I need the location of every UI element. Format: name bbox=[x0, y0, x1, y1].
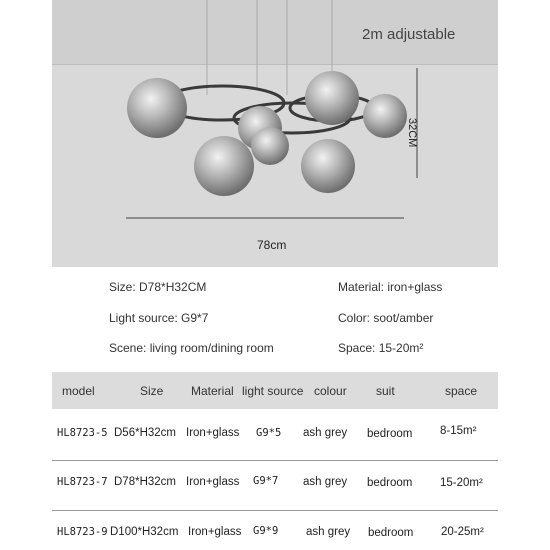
row1-material: Iron+glass bbox=[186, 427, 240, 439]
row2-space: 15-20m² bbox=[440, 477, 483, 489]
spec-size: Size: D78*H32CM bbox=[109, 280, 207, 294]
glass-globe bbox=[194, 136, 254, 196]
row1-model: HL8723-5 bbox=[57, 427, 108, 439]
spec-list bbox=[0, 270, 550, 370]
row1-light-source: G9*5 bbox=[256, 427, 282, 439]
header-model: model bbox=[62, 384, 95, 398]
row2-size: D78*H32cm bbox=[114, 476, 176, 488]
glass-globe bbox=[305, 71, 359, 125]
row2-colour: ash grey bbox=[303, 476, 348, 488]
header-size: Size bbox=[140, 384, 164, 398]
header-space: space bbox=[445, 384, 478, 398]
spec-light-source: Light source: G9*7 bbox=[109, 311, 209, 325]
height-label: 32CM bbox=[406, 118, 418, 148]
row1-space: 8-15m² bbox=[440, 425, 477, 437]
row1-size: D56*H32cm bbox=[114, 427, 176, 439]
row2-suit: bedroom bbox=[367, 477, 413, 489]
row2-material: Iron+glass bbox=[186, 476, 240, 488]
row2-model: HL8723-7 bbox=[57, 476, 108, 488]
spec-scene: Scene: living room/dining room bbox=[109, 341, 274, 355]
row1-colour: ash grey bbox=[303, 427, 348, 439]
adjustable-label: 2m adjustable bbox=[362, 26, 456, 43]
spec-space: Space: 15-20m² bbox=[338, 341, 424, 355]
glass-globe bbox=[363, 94, 407, 138]
width-label: 78cm bbox=[257, 238, 287, 252]
glass-globe bbox=[301, 139, 355, 193]
header-light-source: light source bbox=[242, 384, 304, 398]
glass-globe bbox=[251, 127, 289, 165]
row3-light-source: G9*9 bbox=[253, 525, 279, 537]
row1-suit: bedroom bbox=[367, 428, 413, 440]
row-divider bbox=[52, 460, 498, 461]
row3-size: D100*H32cm bbox=[110, 526, 179, 538]
spec-material: Material: iron+glass bbox=[338, 280, 443, 294]
header-colour: colour bbox=[314, 384, 347, 398]
row3-space: 20-25m² bbox=[441, 526, 484, 538]
row3-material: Iron+glass bbox=[188, 526, 242, 538]
row3-suit: bedroom bbox=[368, 527, 414, 539]
row3-colour: ash grey bbox=[306, 526, 351, 538]
spec-color: Color: soot/amber bbox=[338, 311, 434, 325]
row2-light-source: G9*7 bbox=[253, 475, 279, 487]
header-material: Material bbox=[191, 384, 234, 398]
header-suit: suit bbox=[376, 384, 395, 398]
glass-globe bbox=[127, 78, 187, 138]
row3-model: HL8723-9 bbox=[57, 526, 108, 538]
product-photo bbox=[52, 0, 498, 267]
table-header bbox=[52, 372, 498, 409]
row-divider bbox=[52, 510, 498, 511]
